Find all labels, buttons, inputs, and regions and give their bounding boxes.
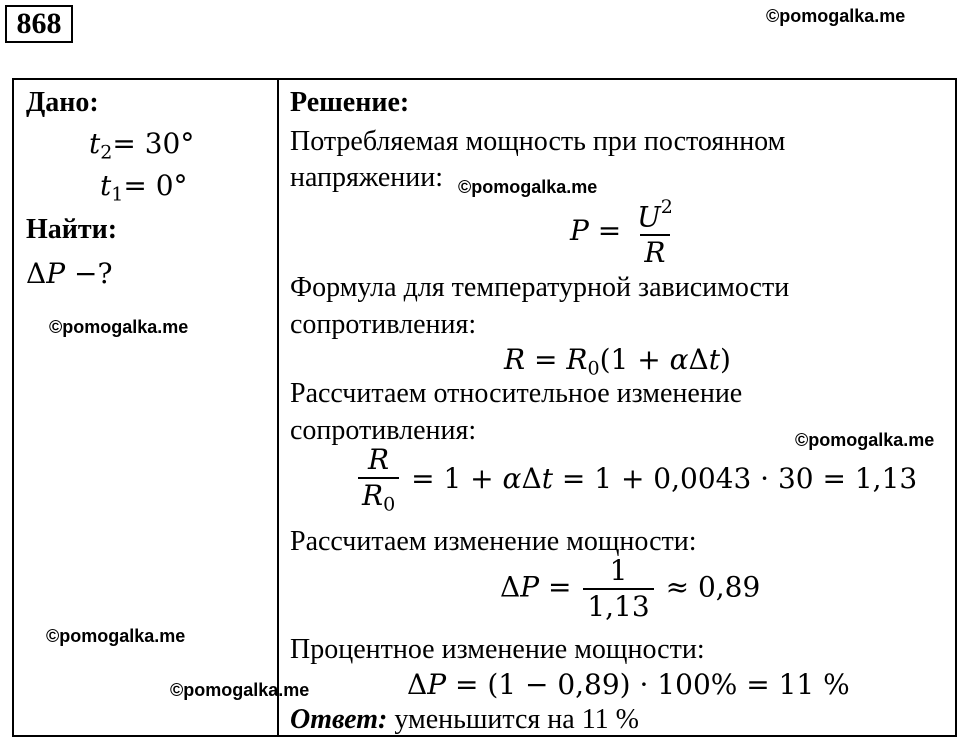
watermark: ©pomogalka.me <box>49 317 189 337</box>
answer-line: Ответ: уменьшится на 11 % <box>290 704 640 735</box>
formula-power-change: ΔP = $\frac{1}{1,13}$ ≈ 0,89 <box>500 554 761 623</box>
solution-title: Решение: <box>290 87 410 118</box>
task-number: 868 <box>5 5 73 43</box>
solution-line-4: сопротивления: <box>290 309 477 340</box>
solution-table <box>12 78 957 737</box>
find-value: ΔP −? <box>26 257 113 290</box>
solution-line-8: Процентное изменение мощности: <box>290 634 705 665</box>
given-title: Дано: <box>26 87 99 118</box>
watermark: ©pomogalka.me <box>46 626 186 646</box>
find-title: Найти: <box>26 214 118 245</box>
solution-line-3: Формула для температурной зависимости <box>290 272 790 303</box>
formula-resistance: $R = R_0(1 + \alpha\Delta t)$ <box>504 343 731 380</box>
solution-line-6: сопротивления: <box>290 415 477 446</box>
solution-line-2: напряжении: <box>290 162 444 193</box>
solution-line-7: Рассчитаем изменение мощности: <box>290 526 697 557</box>
column-divider <box>277 80 279 735</box>
watermark: ©pomogalka.me <box>795 430 935 450</box>
formula-resistance-ratio: $\frac{R}{R_0}$ = 1 + αΔt = 1 + 0,0043 · 30 = 1,13 <box>355 446 917 515</box>
solution-line-5: Рассчитаем относительное изменение <box>290 378 743 409</box>
formula-percent-change: ΔP = (1 − 0,89) · 100% = 11 % <box>407 668 850 701</box>
watermark: ©pomogalka.me <box>766 6 906 26</box>
given-t1: $t_1= 0^\circ$ <box>100 169 188 206</box>
watermark: ©pomogalka.me <box>458 177 598 197</box>
given-t2: $t_2= 30^\circ$ <box>89 127 195 164</box>
watermark: ©pomogalka.me <box>170 680 310 700</box>
formula-power: P = $\frac{U^2}{R}$ <box>570 196 673 270</box>
solution-line-1: Потребляемая мощность при постоянном <box>290 126 786 157</box>
